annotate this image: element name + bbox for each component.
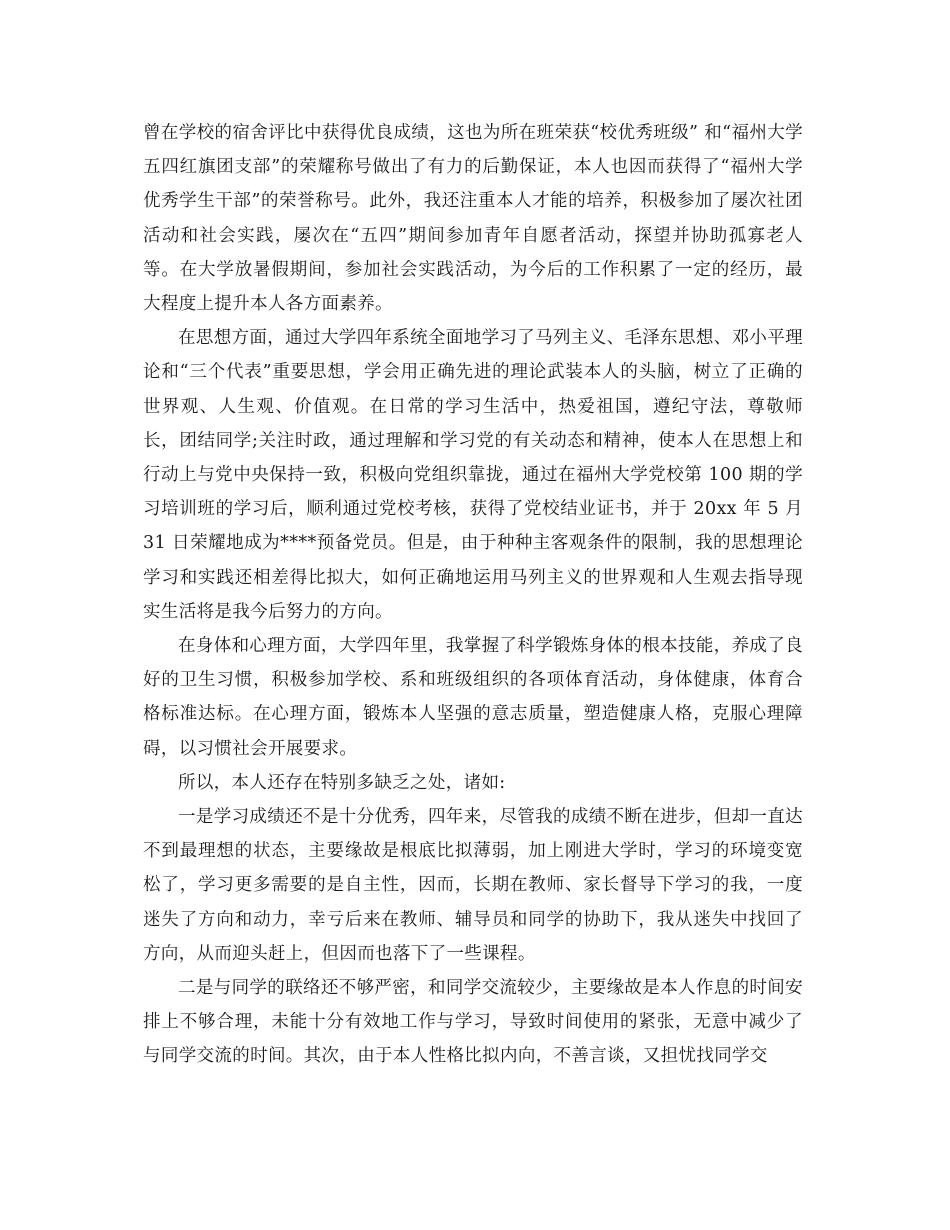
paragraph-dormitory-honors: 曾在学校的宿舍评比中获得优良成绩，这也为所在班荣获“校优秀班级” 和“福州大学五四红旗团支部”的荣耀称号做出了有力的后勤保证，本人也因而获得了“福州大学优秀学生干部”的荣誉称号。此外，我还注重本人才能的培养，积极参加了屡次社团活动和社会实践，屡次在“五四”期间参加青年自愿者活动，探望并协助孤寡老人等。在大学放暑假期间，参加社会实践活动，为今后的工作积累了一定的经历，最大程度上提升本人各方面素养。	[143, 123, 803, 315]
paragraph-shortcomings-intro: 所以，本人还存在特别多缺乏之处，诸如:	[178, 772, 506, 793]
paragraph-physical-mental: 在身体和心理方面，大学四年里，我掌握了科学锻炼身体的根本技能，养成了良好的卫生习惯，积极参加学校、系和班级组织的各项体育活动，身体健康，体育合格标准达标。在心理方面，锻炼本人坚强的意志质量，塑造健康人格，克服心理障碍，以习惯社会开展要求。	[143, 636, 803, 759]
paragraph-shortcoming-communication: 二是与同学的联络还不够严密，和同学交流较少，主要缘故是本人作息的时间安排上不够合理，未能十分有效地工作与学习，导致时间使用的紧张，无意中减少了与同学交流的时间。其次，由于本人性格比拟内向，不善言谈，又担忧找同学交	[143, 978, 803, 1067]
document-body	[143, 116, 803, 1074]
paragraph-ideology: 在思想方面，通过大学四年系统全面地学习了马列主义、毛泽东思想、邓小平理论和“三个代表”重要思想，学会用正确先进的理论武装本人的头脑，树立了正确的世界观、人生观、价值观。在日常的学习生活中，热爱祖国，遵纪守法，尊敬师长，团结同学;关注时政，通过理解和学习党的有关动态和精神，使本人在思想上和行动上与党中央保持一致，积极向党组织靠拢，通过在福州大学党校第 100 期的学习培训班的学习后，顺利通过党校考核，获得了党校结业证书，并于 20xx 年 5 月 31 日荣耀地成为****预备党员。但是，由于种种主客观条件的限制，我的思想理论学习和实践还相差得比拟大，如何正确地运用马列主义的世界观和人生观去指导现实生活将是我今后努力的方向。	[143, 328, 803, 622]
paragraph-shortcoming-study: 一是学习成绩还不是十分优秀，四年来，尽管我的成绩不断在进步，但却一直达不到最理想的状态，主要缘故是根底比拟薄弱，加上刚进大学时，学习的环境变宽松了，学习更多需要的是自主性，因而，长期在教师、家长督导下学习的我，一度迷失了方向和动力，幸亏后来在教师、辅导员和同学的协助下，我从迷失中找回了方向，从而迎头赶上，但因而也落下了一些课程。	[143, 807, 803, 964]
